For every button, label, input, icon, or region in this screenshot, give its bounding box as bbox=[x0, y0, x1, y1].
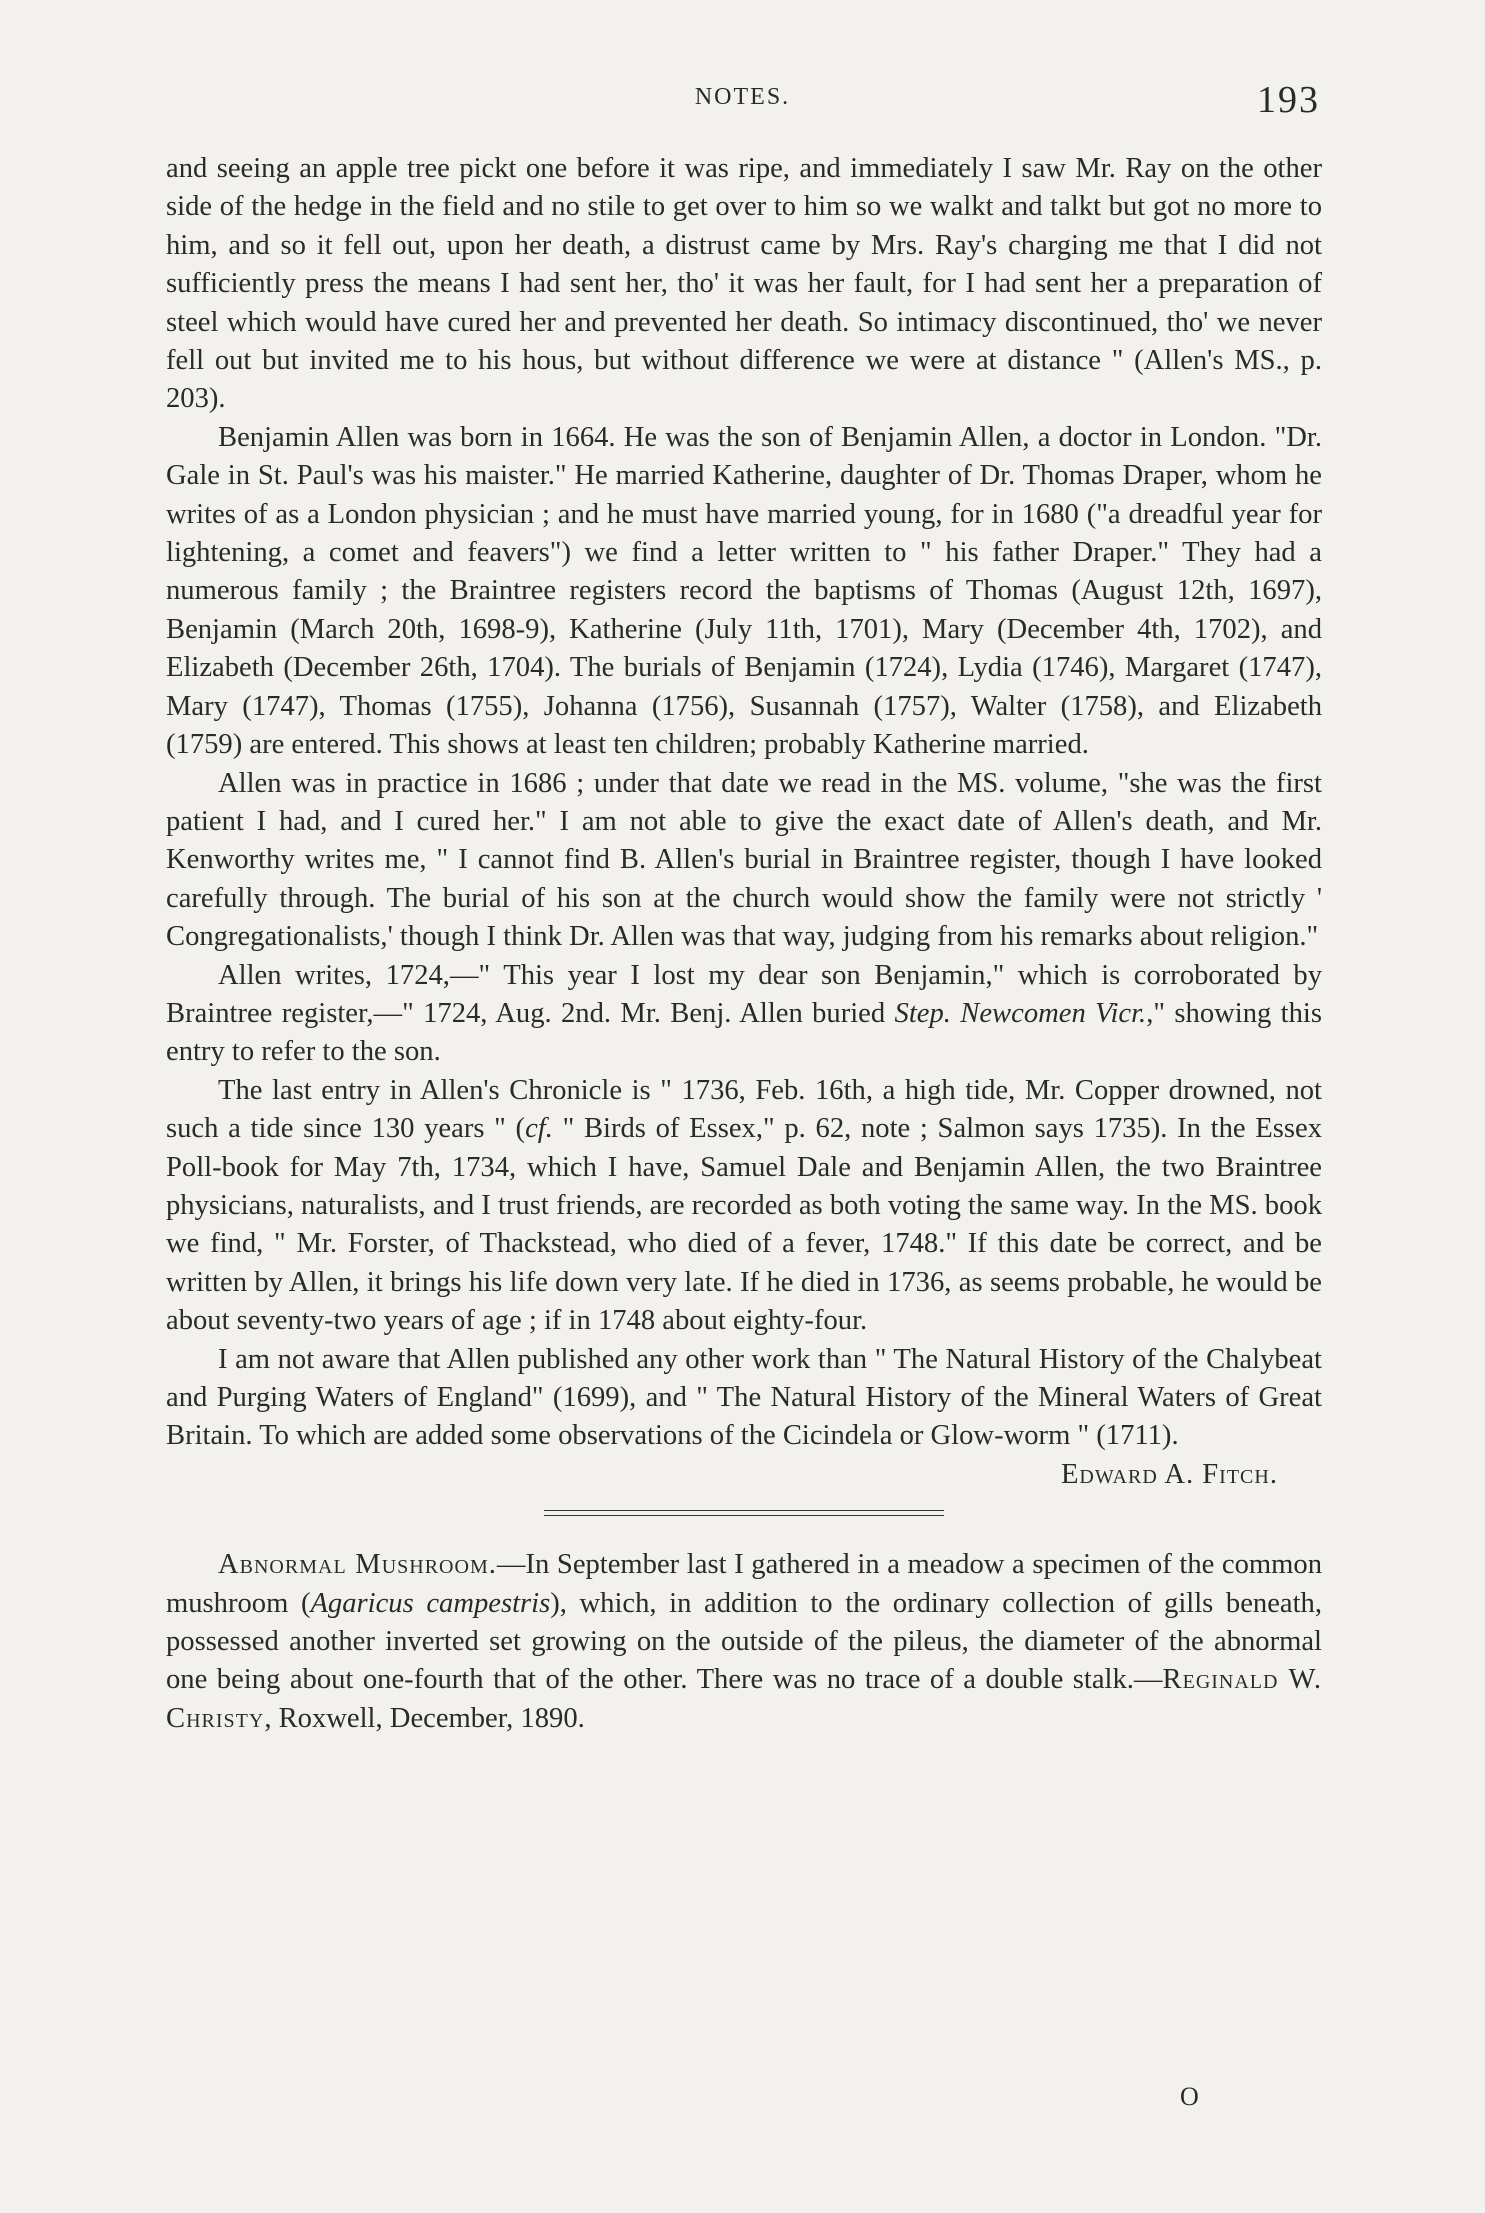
body-text bbox=[166, 150, 1322, 1738]
double-rule-divider bbox=[544, 1510, 944, 1516]
paragraph-son-death bbox=[166, 957, 1322, 1072]
note-heading: Abnormal Mushroom. bbox=[218, 1549, 497, 1581]
note-author: Reginald W. Christy bbox=[166, 1664, 1322, 1734]
note-place-date: , Roxwell, December, 1890. bbox=[264, 1702, 585, 1734]
italic-text: Step. Newcomen Vicr. bbox=[894, 997, 1147, 1029]
signature-mark: O bbox=[1180, 2082, 1199, 2111]
text-run: The last entry in Allen's Chronicle is " 1736, Feb. 16th, a high tide, Mr. Copper drowned, not such a tide since 130 years " ( bbox=[166, 1074, 1322, 1145]
paragraph-continuation: and seeing an apple tree pickt one before it was ripe, and immediately I saw Mr. Ray on the other side of the hedge in the field and no stile to get over to him so we walkt and talkt but got no more to him, and so it fell out, upon her death, a distrust came by Mrs. Ray's charging me that I did not sufficiently press the means I had sent her, tho' it was her fault, for I had sent her a preparation of steel which would have cured her and prevented her death. So intimacy discontinued, tho' we never fell out but invited me to his hous, but without difference we were at distance " (Allen's MS., p. 203). bbox=[166, 153, 1322, 415]
page-number: 193 bbox=[1257, 79, 1320, 121]
running-title: NOTES. bbox=[694, 84, 791, 110]
text-run: —In September last I gathered in a meadow a specimen of the common mushroom ( bbox=[166, 1549, 1322, 1619]
note-abnormal-mushroom bbox=[166, 1546, 1322, 1738]
paragraph-chronicle bbox=[166, 1072, 1322, 1341]
italic-text: Agaricus campestris bbox=[310, 1587, 551, 1619]
text-run: ), which, in addition to the ordinary collection of gills beneath, possessed another inverted set growing on the outside of the pileus, the diameter of the abnormal one being about one-fourth that of the other. There was no trace of a double stalk.— bbox=[166, 1587, 1322, 1696]
paragraph-publications: I am not aware that Allen published any other work than " The Natural History of the Chalybeat and Purging Waters of England" (1699), and " The Natural History of the Mineral Waters of Great Britain. To which are added some observations of the Cicindela or Glow-worm " (1711). bbox=[166, 1343, 1322, 1452]
text-run: " Birds of Essex," p. 62, note ; Salmon says 1735). In the Essex Poll-book for May 7th, 1734, which I have, Samuel Dale and Benjamin Allen, the two Braintree physicians, naturalists, and I trust friends, are recorded as both voting the same way. In the MS. book we find, " Mr. Forster, of Thackstead, who died of a fever, 1748." If this date be correct, and be written by Allen, it brings his life down very late. If he died in 1736, as seems probable, he would be about seventy-two years of age ; if in 1748 about eighty-four. bbox=[166, 1113, 1323, 1337]
text-run: Allen writes, 1724,—" This year I lost my dear son Benjamin," which is corroborated by Braintree register,—" 1724, Aug. 2nd. Mr. Benj. Allen buried bbox=[166, 959, 1322, 1029]
signature: Edward A. Fitch. bbox=[1060, 1458, 1278, 1490]
text-run: ," showing this entry to refer to the son. bbox=[166, 997, 1322, 1068]
paragraph-allen-practice: Allen was in practice in 1686 ; under that date we read in the MS. volume, "she was the first patient I had, and I cured her." I am not able to give the exact date of Allen's death, and Mr. Kenworthy writes me, " I cannot find B. Allen's burial in Braintree register, though I have looked carefully through. The burial of his son at the church would show the family were not strictly ' Congregationalists,' though I think Dr. Allen was that way, judging from his remarks about religion." bbox=[166, 767, 1322, 953]
running-head bbox=[0, 78, 1485, 121]
paragraph-allen-birth: Benjamin Allen was born in 1664. He was the son of Benjamin Allen, a doctor in London. "Dr. Gale in St. Paul's was his maister." He married Katherine, daughter of Dr. Thomas Draper, whom he writes of as a London physician ; and he must have married young, for in 1680 ("a dreadful year for lightening, a comet and feavers") we find a letter written to " his father Draper." They had a numerous family ; the Braintree registers record the baptisms of Thomas (August 12th, 1697), Benjamin (March 20th, 1698-9), Katherine (July 11th, 1701), Mary (December 4th, 1702), and Elizabeth (December 26th, 1704). The burials of Benjamin (1724), Lydia (1746), Margaret (1747), Mary (1747), Thomas (1755), Johanna (1756), Susannah (1757), Walter (1758), and Elizabeth (1759) are entered. This shows at least ten children; probably Katherine married. bbox=[166, 421, 1322, 761]
italic-text: cf. bbox=[525, 1113, 553, 1145]
